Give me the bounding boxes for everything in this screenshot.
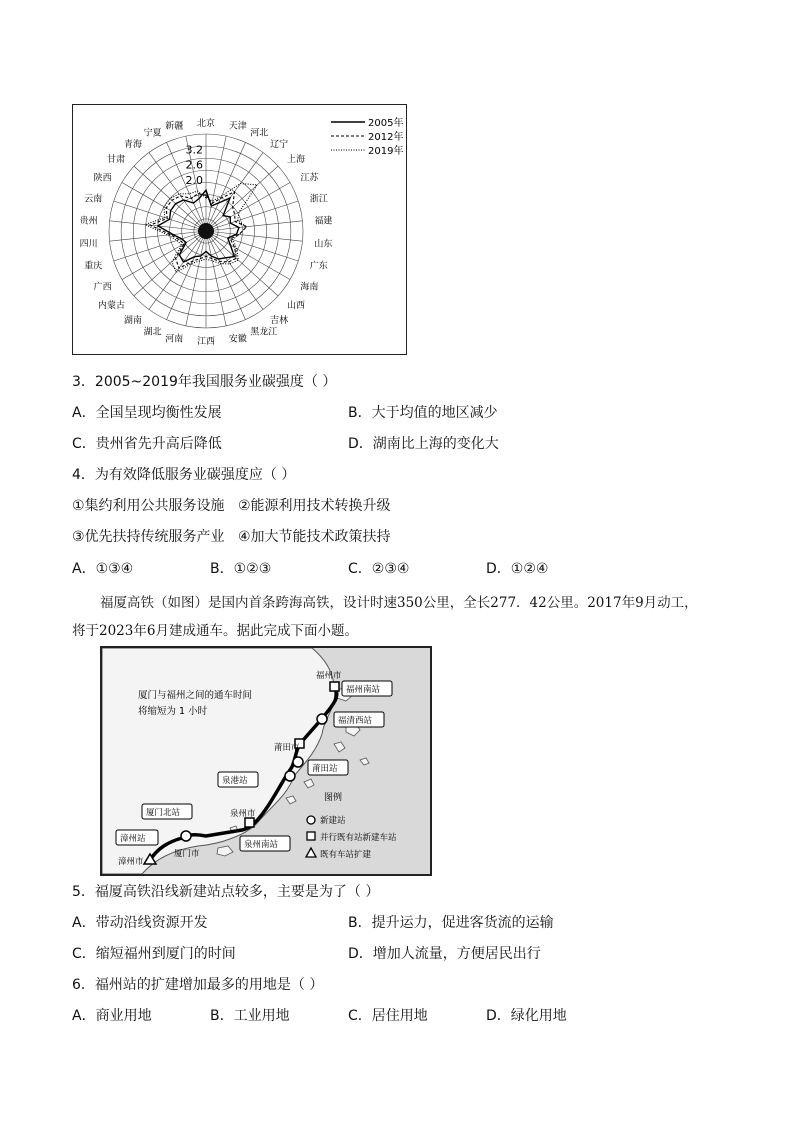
chart-legend [331, 116, 403, 157]
q4-option-c[interactable]: C．②③④ [348, 561, 410, 577]
province-label: 海南 [300, 282, 319, 293]
legend-label-3: 2019年 [368, 146, 404, 157]
svg-text:泉港站: 泉港站 [222, 776, 248, 786]
grid-spoke [167, 231, 206, 320]
q5-option-d[interactable]: D．增加人流量，方便居民出行 [348, 946, 541, 962]
map-legend [306, 791, 397, 860]
q3-stem: 3．2005~2019年我国服务业碳强度（ ） [72, 374, 337, 390]
railway-map-figure [100, 646, 432, 876]
q4-statement-3: ③优先扶持传统服务产业 [72, 529, 225, 545]
province-label: 宁夏 [143, 128, 162, 139]
province-label: 山西 [287, 300, 306, 311]
q4-stem: 4．为有效降低服务业碳强度应（ ） [72, 467, 296, 483]
railway-map [102, 648, 430, 874]
province-label: 福建 [314, 216, 333, 227]
q5-option-a[interactable]: A．带动沿线资源开发 [72, 915, 208, 931]
q4-option-d[interactable]: D．①②④ [486, 561, 549, 577]
map-caption-line-2: 将缩短为 1 小时 [138, 706, 208, 717]
province-label: 山东 [314, 239, 333, 250]
province-label: 浙江 [309, 194, 328, 205]
grid-center [198, 223, 214, 239]
province-label: 陕西 [93, 173, 112, 184]
q5-option-b[interactable]: B．提升运力，促进客货流的运输 [348, 915, 554, 931]
province-label: 天津 [228, 121, 247, 132]
q4-statement-2: ②能源利用技术转换升级 [238, 498, 391, 514]
radial-tick-label: 3.2 [185, 143, 203, 157]
province-label: 云南 [84, 194, 103, 205]
province-label: 江苏 [300, 173, 319, 184]
svg-text:福州南站: 福州南站 [346, 685, 381, 695]
radar-chart-figure [72, 104, 407, 355]
grid-spoke [206, 231, 298, 261]
province-label: 四川 [79, 239, 98, 250]
label-fuqing-west [334, 712, 384, 727]
radial-tick-labels [186, 143, 204, 187]
legend-label-2: 2012年 [368, 132, 404, 143]
province-label: 湖南 [123, 316, 142, 327]
legend-label-1: 2005年 [368, 118, 404, 129]
city-label-putian: 莆田市 [274, 743, 300, 753]
legend-square-label: 并行既有站新建车站 [320, 833, 397, 843]
label-quangang [218, 772, 258, 787]
province-label: 青海 [123, 139, 142, 150]
radial-tick-label: 2.0 [185, 173, 203, 187]
city-label-fuzhou: 福州市 [316, 671, 342, 681]
q6-option-c[interactable]: C．居住用地 [348, 1008, 428, 1024]
city-label-zhangzhou: 漳州市 [118, 857, 144, 867]
q4-statement-4: ④加大节能技术政策扶持 [238, 529, 391, 545]
province-label: 安徽 [228, 334, 247, 345]
q5-option-c[interactable]: C．缩短福州到厦门的时间 [72, 946, 236, 962]
q4-option-b[interactable]: B．①②③ [210, 561, 272, 577]
province-label: 湖北 [143, 327, 162, 338]
province-label: 吉林 [270, 316, 289, 327]
grid-spoke [134, 231, 206, 296]
label-quanzhou-south [240, 836, 290, 851]
q6-option-b[interactable]: B．工业用地 [210, 1008, 290, 1024]
label-putian-station [308, 760, 348, 775]
svg-text:福清西站: 福清西站 [338, 716, 373, 726]
station-quanzhou-square[interactable] [245, 818, 254, 827]
province-label: 广东 [309, 261, 328, 272]
province-label: 辽宁 [270, 139, 289, 150]
map-caption-line-1: 厦门与福州之间的通车时间 [138, 690, 253, 701]
q3-option-d[interactable]: D．湖南比上海的变化大 [348, 436, 499, 452]
svg-text:厦门北站: 厦门北站 [146, 808, 181, 818]
province-label: 广西 [93, 282, 112, 293]
svg-text:莆田站: 莆田站 [312, 764, 338, 774]
province-label: 黑龙江 [250, 327, 278, 338]
province-label: 北京 [196, 119, 216, 129]
legend-circle-icon [307, 816, 315, 824]
province-label: 重庆 [84, 261, 103, 272]
passage-line-2: 将于2023年6月建成通车。据此完成下面小题。 [72, 623, 358, 639]
q3-option-a[interactable]: A．全国呈现均衡性发展 [72, 405, 222, 421]
city-label-quanzhou: 泉州市 [230, 809, 256, 819]
province-label: 江西 [196, 337, 216, 347]
radar-grid [106, 134, 306, 328]
province-label: 贵州 [79, 216, 98, 227]
legend-title: 图例 [324, 793, 343, 803]
q6-option-d[interactable]: D．绿化用地 [486, 1008, 567, 1024]
province-label: 河北 [250, 128, 269, 139]
q3-option-c[interactable]: C．贵州省先升高后降低 [72, 436, 222, 452]
station-fuzhou-square[interactable] [330, 682, 339, 691]
q4-statement-1: ①集约利用公共服务设施 [72, 498, 225, 514]
radar-chart [73, 105, 406, 354]
grid-spoke [206, 231, 278, 296]
q3-option-b[interactable]: B．大于均值的地区减少 [348, 405, 498, 421]
q4-option-a[interactable]: A．①③④ [72, 561, 134, 577]
station-fuqing-west-circle[interactable] [317, 714, 327, 724]
station-quangang-circle[interactable] [285, 771, 295, 781]
legend-triangle-icon [306, 848, 316, 857]
station-putian-new-circle[interactable] [293, 757, 303, 767]
q5-stem: 5．福厦高铁沿线新建站点较多，主要是为了（ ） [72, 884, 380, 900]
label-zhangzhou-station [116, 830, 158, 845]
q6-stem: 6．福州站的扩建增加最多的用地是（ ） [72, 977, 324, 993]
province-label: 上海 [287, 155, 306, 166]
q6-option-a[interactable]: A．商业用地 [72, 1008, 152, 1024]
province-label: 甘肃 [106, 155, 125, 166]
svg-text:泉州南站: 泉州南站 [244, 840, 279, 850]
passage-line-1: 福厦高铁（如图）是国内首条跨海高铁，设计时速350公里，全长277．42公里。2017年9月动工， [100, 595, 698, 611]
province-label: 河南 [165, 334, 184, 345]
radial-tick-label: 2.6 [185, 158, 203, 172]
grid-spoke [206, 142, 245, 231]
province-label: 内蒙古 [97, 300, 125, 311]
label-xiamen-north [142, 804, 192, 819]
station-xiamen-north-circle[interactable] [181, 831, 191, 841]
svg-text:漳州站: 漳州站 [120, 834, 146, 844]
grid-spoke [206, 166, 278, 231]
grid-spoke [206, 201, 298, 231]
legend-square-icon [307, 832, 315, 840]
city-label-xiamen: 厦门市 [174, 849, 200, 859]
grid-spoke [114, 231, 206, 261]
legend-circle-label: 新建站 [320, 816, 346, 826]
province-label: 新疆 [165, 121, 184, 132]
grid-spoke [206, 231, 245, 320]
label-fuzhou-south [342, 681, 392, 696]
legend-triangle-label: 既有车站扩建 [320, 850, 372, 860]
